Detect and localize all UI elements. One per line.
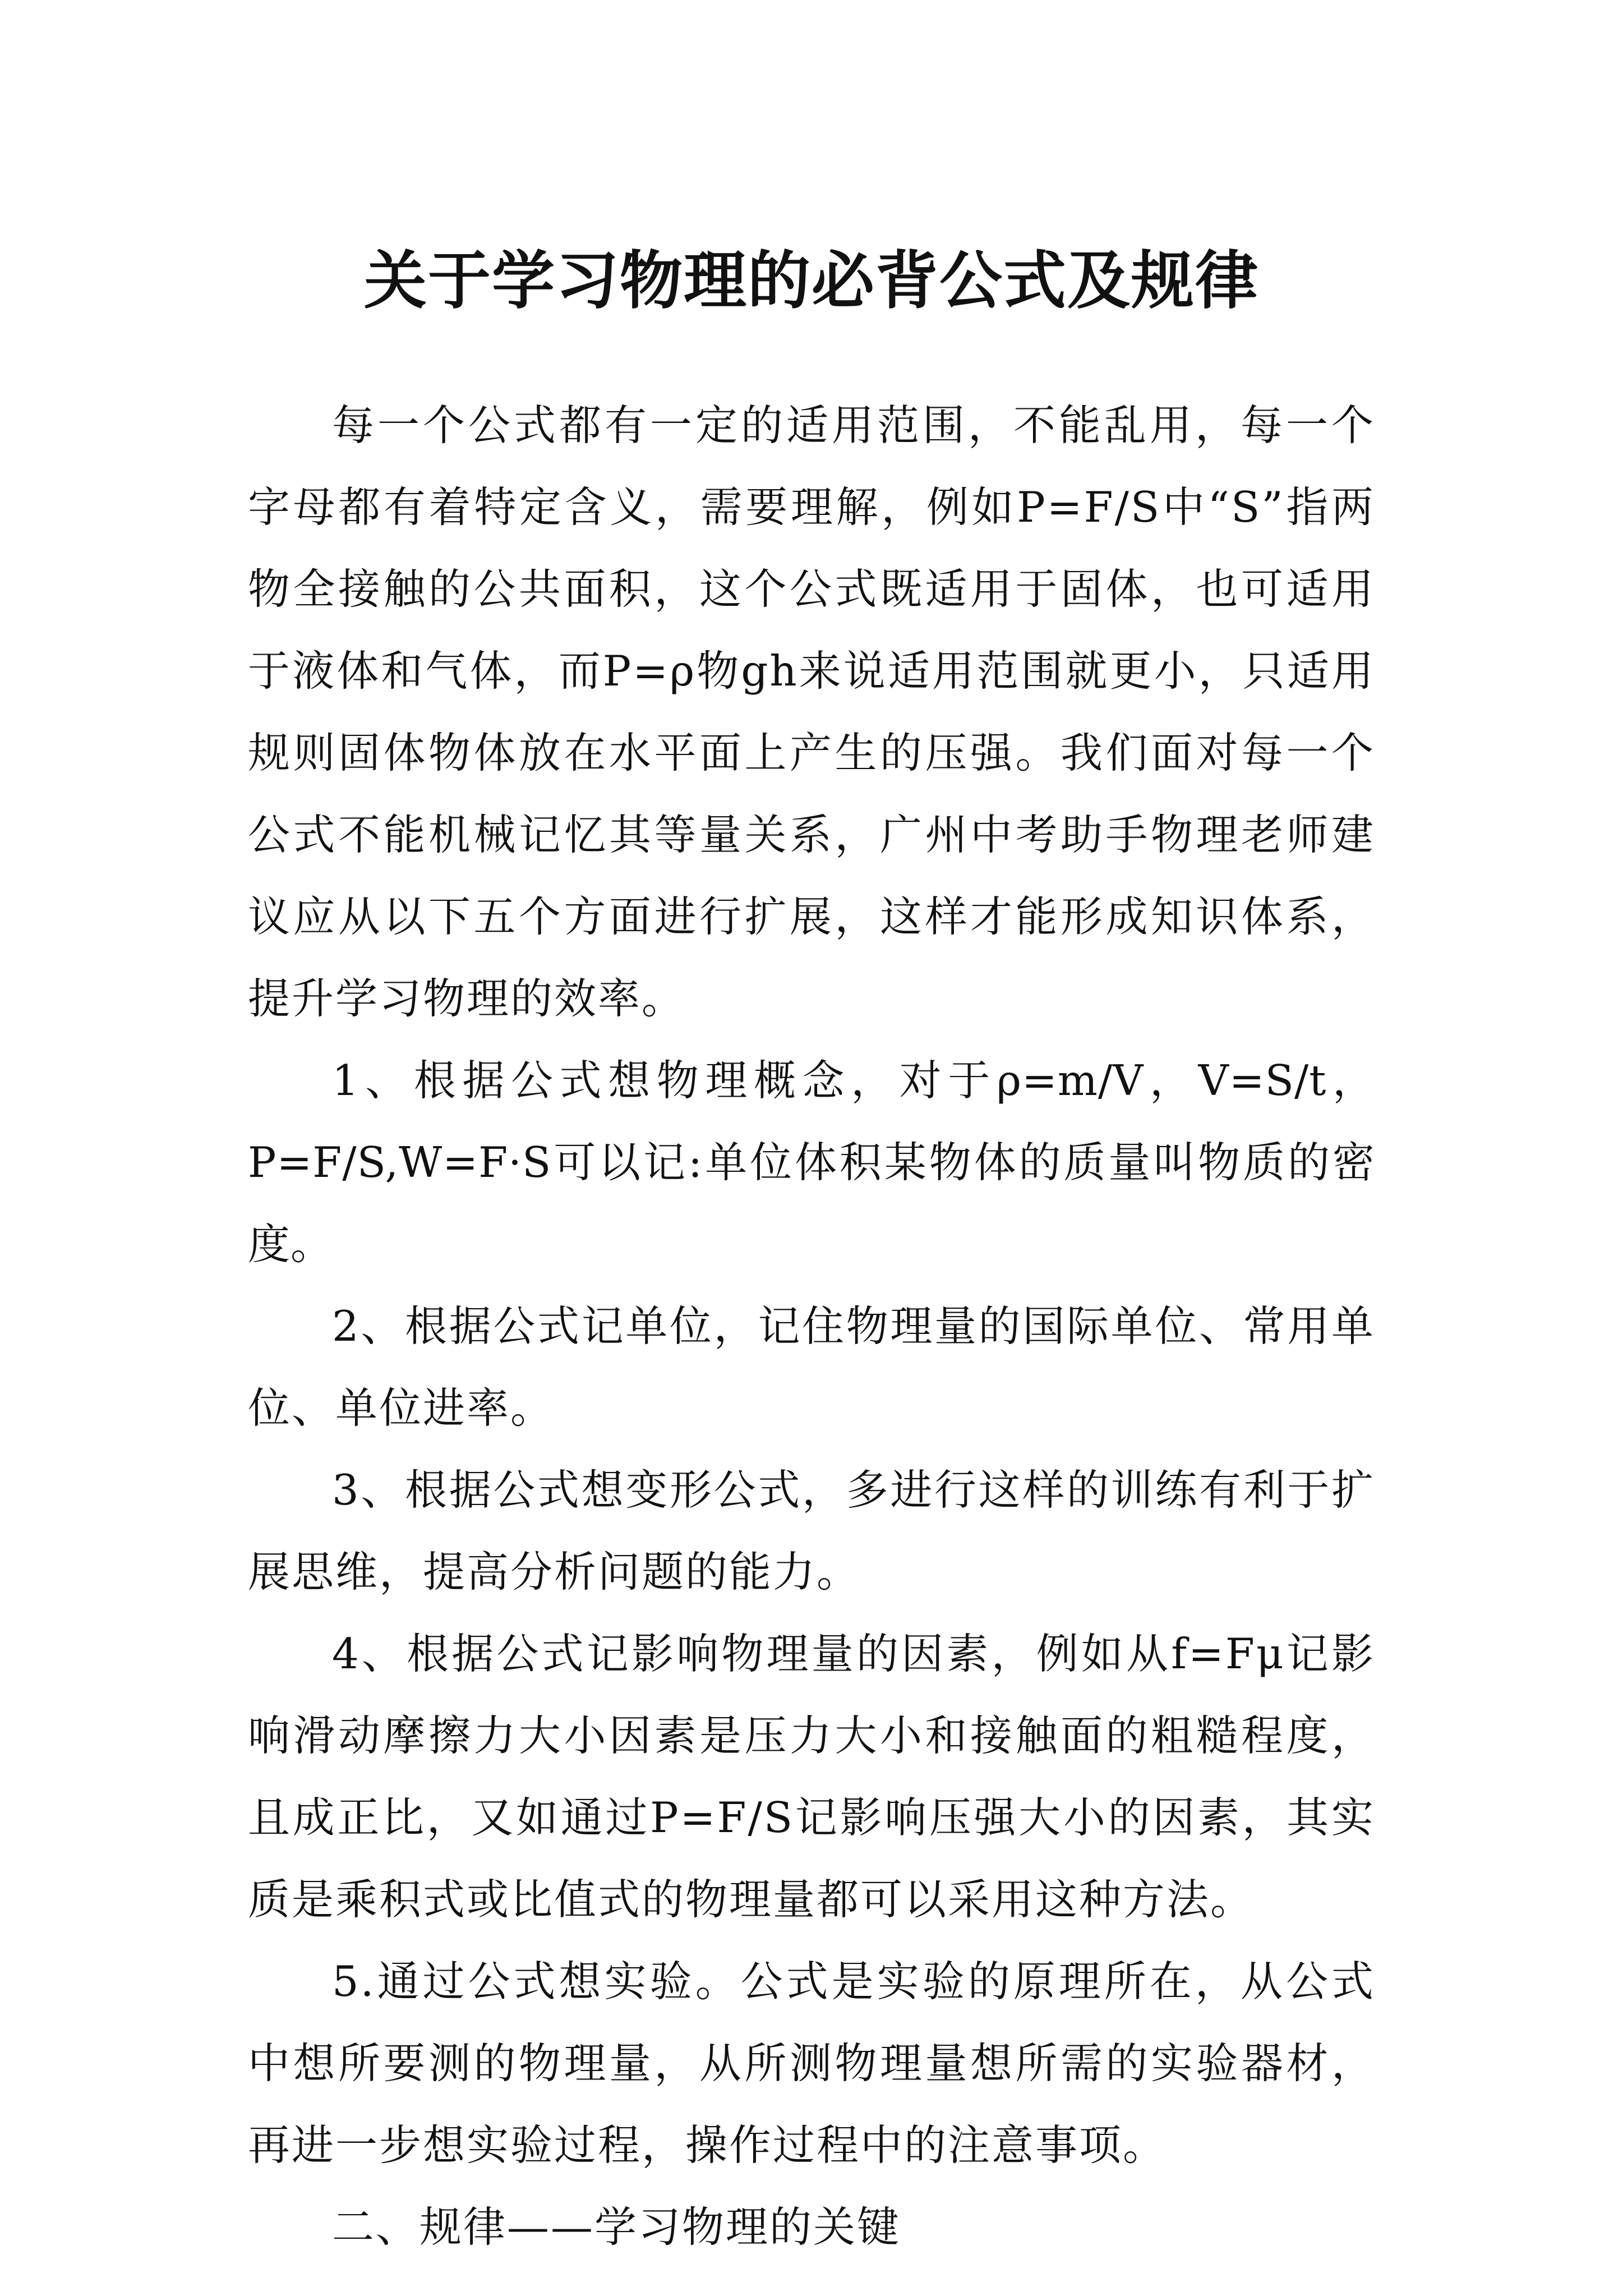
paragraph-item-1: 1、根据公式想物理概念，对于ρ=m/V，V=S/t，P=F/S,W=F·S可以记:单位体积某物体的质量叫物质的密度。	[248, 1056, 1375, 1269]
document-title: 关于学习物理的必背公式及规律	[364, 244, 1259, 318]
section-heading-laws: 二、规律——学习物理的关键	[332, 2202, 901, 2252]
paragraph-item-3: 3、根据公式想变形公式，多进行这样的训练有利于扩展思维，提高分析问题的能力。	[248, 1465, 1375, 1596]
paragraph-item-2: 2、根据公式记单位，记住物理量的国际单位、常用单位、单位进率。	[248, 1301, 1375, 1433]
paragraph-intro: 每一个公式都有一定的适用范围，不能乱用，每一个字母都有着特定含义，需要理解，例如P=F/S中“S”指两物全接触的公共面积，这个公式既适用于固体，也可适用于液体和气体，而P=ρ物gh来说适用范围就更小，只适用规则固体物体放在水平面上产生的压强。我们面对每一个公式不能机械记忆其等量关系，广州中考助手物理老师建议应从以下五个方面进行扩展，这样才能形成知识体系，提升学习物理的效率。	[248, 401, 1375, 1023]
document-body	[248, 384, 1375, 2268]
paragraph-item-5: 5.通过公式想实验。公式是实验的原理所在，从公式中想所要测的物理量，从所测物理量想所需的实验器材，再进一步想实验过程，操作过程中的注意事项。	[248, 1957, 1375, 2170]
paragraph-item-4: 4、根据公式记影响物理量的因素，例如从f=Fμ记影响滑动摩擦力大小因素是压力大小和接触面的粗糙程度，且成正比，又如通过P=F/S记影响压强大小的因素，其实质是乘积式或比值式的物理量都可以采用这种方法。	[248, 1629, 1375, 1924]
